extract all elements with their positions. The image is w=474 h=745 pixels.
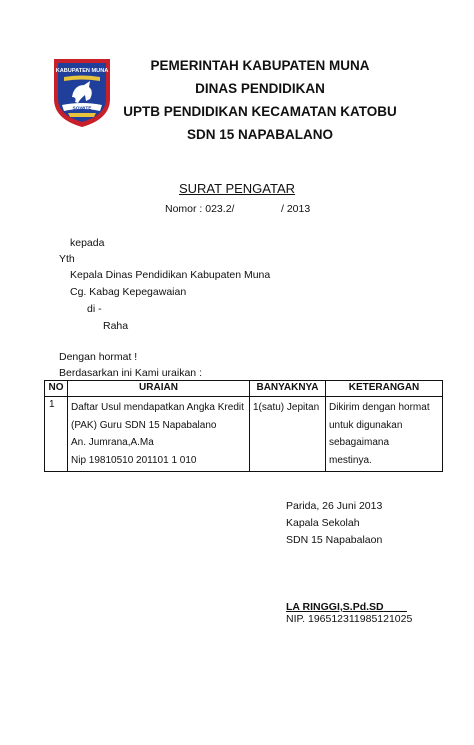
logo-top-text: KABUPATEN MUNA (55, 68, 109, 74)
letterhead-school: SDN 15 NAPABALANO (186, 127, 333, 142)
header-keterangan: KETERANGAN (326, 381, 443, 397)
header-uraian: URAIAN (68, 381, 250, 397)
header-banyaknya: BANYAKNYA (250, 381, 326, 397)
signature-nip: NIP. 196512311985121025 (286, 613, 413, 625)
uraian-line: Nip 19810510 201101 1 010 (71, 454, 197, 466)
uraian-line: (PAK) Guru SDN 15 Napabalano (71, 419, 217, 431)
shield-emblem-icon (50, 55, 114, 129)
address-recipient: Kepala Dinas Pendidikan Kabupaten Muna (70, 269, 271, 281)
letter-title: SURAT PENGATAR (178, 181, 296, 196)
cell-no: 1 (45, 397, 68, 472)
address-yth: Yth (59, 253, 75, 265)
cell-banyaknya: 1(satu) Jepitan (250, 397, 326, 472)
letterhead-unit: UPTB PENDIDIKAN KECAMATAN KATOBU (123, 104, 397, 119)
cell-keterangan (326, 397, 443, 472)
cell-uraian (68, 397, 250, 472)
greeting: Dengan hormat ! (59, 351, 138, 363)
intro-text: Berdasarkan ini Kami uraikan : (59, 367, 202, 379)
item-table (44, 380, 443, 472)
signature-position: Kapala Sekolah (286, 517, 360, 529)
keterangan-line: untuk digunakan (329, 419, 403, 431)
letterhead-government: PEMERINTAH KABUPATEN MUNA (150, 58, 370, 73)
letter-number-label: Nomor : 023.2/ (165, 203, 235, 215)
regency-logo (50, 55, 114, 129)
letter-number-year: / 2013 (281, 203, 311, 215)
signature-school: SDN 15 Napabalaon (286, 534, 383, 546)
uraian-line: Daftar Usul mendapatkan Angka Kredit (71, 402, 244, 413)
address-city: Raha (103, 320, 129, 332)
uraian-line: An. Jumrana,A.Ma (71, 437, 154, 448)
signature-place-date: Parida, 26 Juni 2013 (286, 500, 383, 512)
header-no: NO (45, 381, 68, 397)
keterangan-line: sebagaimana (329, 437, 390, 448)
table-row (45, 397, 443, 472)
keterangan-line: mestinya. (329, 454, 372, 466)
logo-ribbon-text: SOWITE (72, 106, 92, 112)
keterangan-line: Dikirim dengan hormat (329, 402, 430, 413)
address-cc: Cg. Kabag Kepegawaian (70, 286, 187, 298)
letterhead-department: DINAS PENDIDIKAN (195, 81, 325, 96)
table-header-row (45, 381, 443, 397)
signature-name: LA RINGGI,S.Pd.SD (286, 601, 384, 613)
address-kepada: kepada (70, 237, 105, 249)
address-di: di - (87, 303, 102, 315)
